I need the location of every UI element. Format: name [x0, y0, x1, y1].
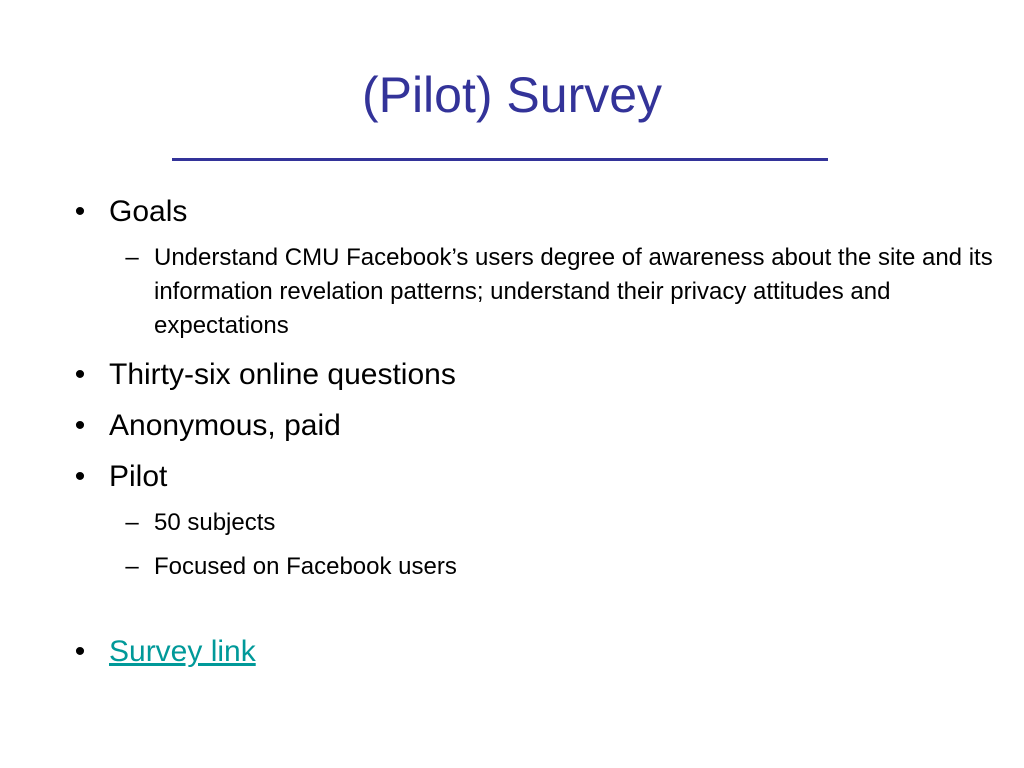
- bullet-item-anonymous: [0, 404, 1024, 448]
- bullet-text: Goals: [109, 195, 188, 228]
- sub-item-text: Focused on Facebook users: [154, 553, 457, 580]
- bullet-item-survey-link: [0, 630, 1024, 674]
- spacer: [0, 594, 1024, 630]
- sub-item-text: 50 subjects: [154, 509, 276, 536]
- bullet-glyph: •: [74, 635, 86, 668]
- sub-list-goals: [0, 241, 1024, 343]
- bullet-glyph: •: [74, 358, 86, 391]
- dash-glyph: –: [125, 509, 139, 536]
- title-underline-rule: [172, 158, 828, 161]
- sub-item-text: Understand CMU Facebook’s users degree of awareness about the site and its information revelation patterns; understand their privacy attitudes and expectations: [154, 244, 993, 339]
- bullet-text: Anonymous, paid: [109, 409, 341, 442]
- bullet-item-pilot: [0, 455, 1024, 499]
- sub-list-pilot: [0, 506, 1024, 584]
- bullet-glyph: •: [74, 460, 86, 493]
- sub-item-subjects: [0, 506, 1024, 540]
- sub-item-focus: [0, 550, 1024, 584]
- bullet-glyph: •: [74, 195, 86, 228]
- bullet-glyph: •: [74, 409, 86, 442]
- bullet-item-questions: [0, 353, 1024, 397]
- bullet-text: Thirty-six online questions: [109, 358, 456, 391]
- survey-link[interactable]: Survey link: [109, 635, 256, 668]
- dash-glyph: –: [125, 553, 139, 580]
- dash-glyph: –: [125, 244, 139, 271]
- slide-body: [0, 190, 1024, 681]
- slide-title: (Pilot) Survey: [361, 67, 663, 123]
- bullet-item-goals: [0, 190, 1024, 234]
- bullet-text: Pilot: [109, 460, 168, 493]
- sub-item-goal-description: [0, 241, 1024, 343]
